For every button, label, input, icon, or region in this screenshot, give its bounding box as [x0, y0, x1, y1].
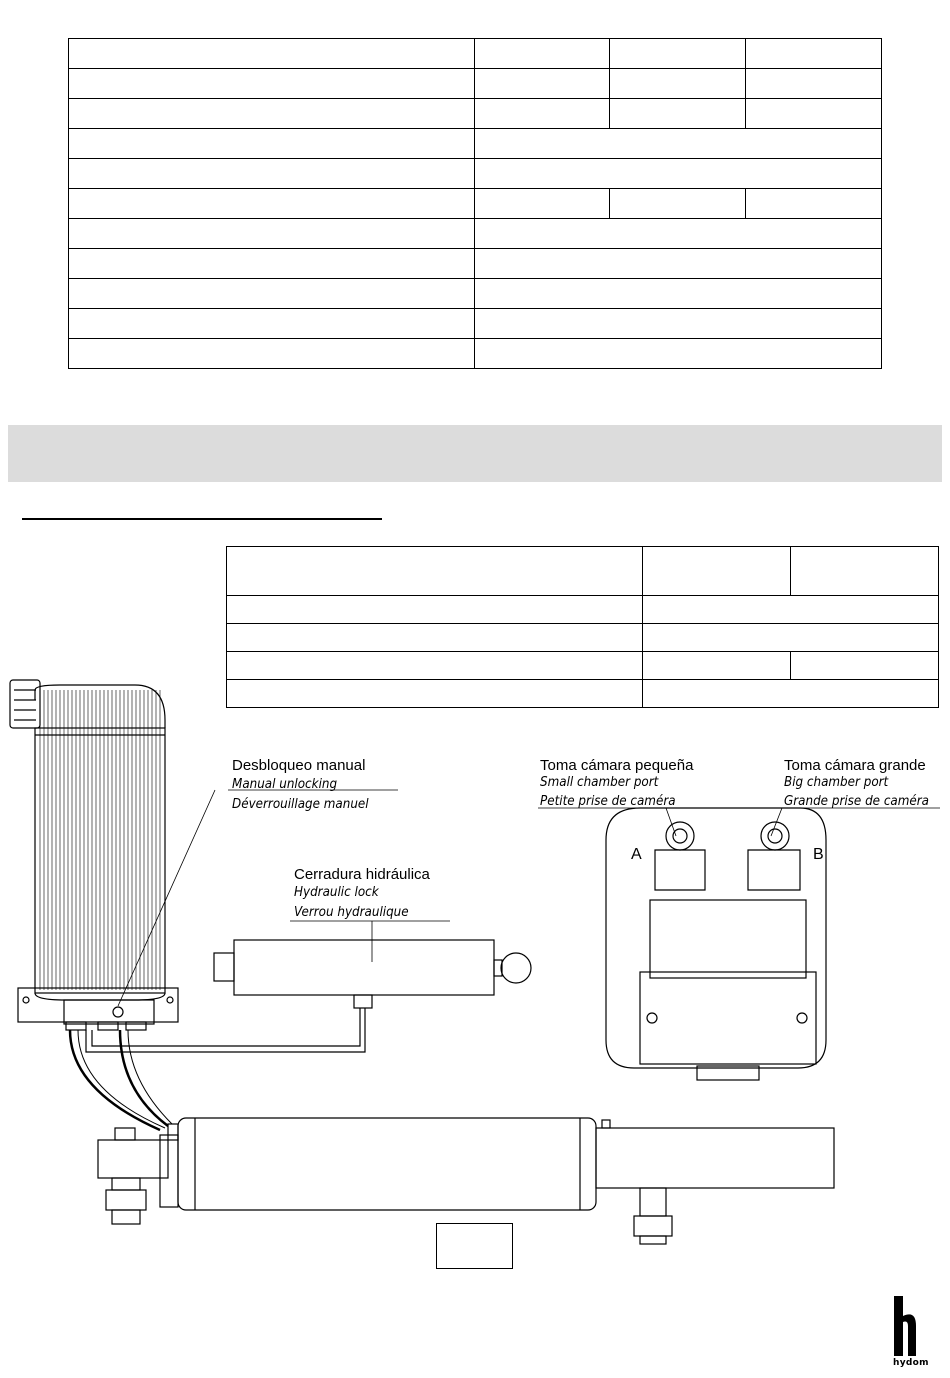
port-b-letter: B	[813, 846, 824, 863]
hydraulic-lock-en: Hydraulic lock	[294, 885, 379, 900]
port-a-letter: A	[631, 846, 642, 863]
manual-unlock-screw-icon	[113, 1007, 123, 1017]
manual-unlocking-fr: Déverrouillage manuel	[232, 797, 369, 812]
figure-number-box	[436, 1223, 513, 1269]
hydraulic-lock-label: Cerradura hidráulica	[294, 866, 430, 883]
big-port-en: Big chamber port	[784, 775, 889, 790]
big-port-label: Toma cámara grande	[784, 757, 926, 774]
small-port-label: Toma cámara pequeña	[540, 757, 694, 774]
small-port-en: Small chamber port	[540, 775, 659, 790]
manual-unlocking-label: Desbloqueo manual	[232, 757, 366, 774]
hydraulic-lock-fr: Verrou hydraulique	[294, 905, 409, 920]
logo-wordmark: hydom	[893, 1358, 929, 1368]
small-port-fr: Petite prise de caméra	[540, 794, 676, 809]
pump-unit-drawing	[10, 680, 165, 1000]
manual-unlocking-en: Manual unlocking	[232, 777, 338, 792]
big-port-fr: Grande prise de caméra	[784, 794, 929, 809]
hydom-logo-icon	[894, 1296, 916, 1356]
hydraulic-lock-drawing	[214, 940, 531, 1008]
